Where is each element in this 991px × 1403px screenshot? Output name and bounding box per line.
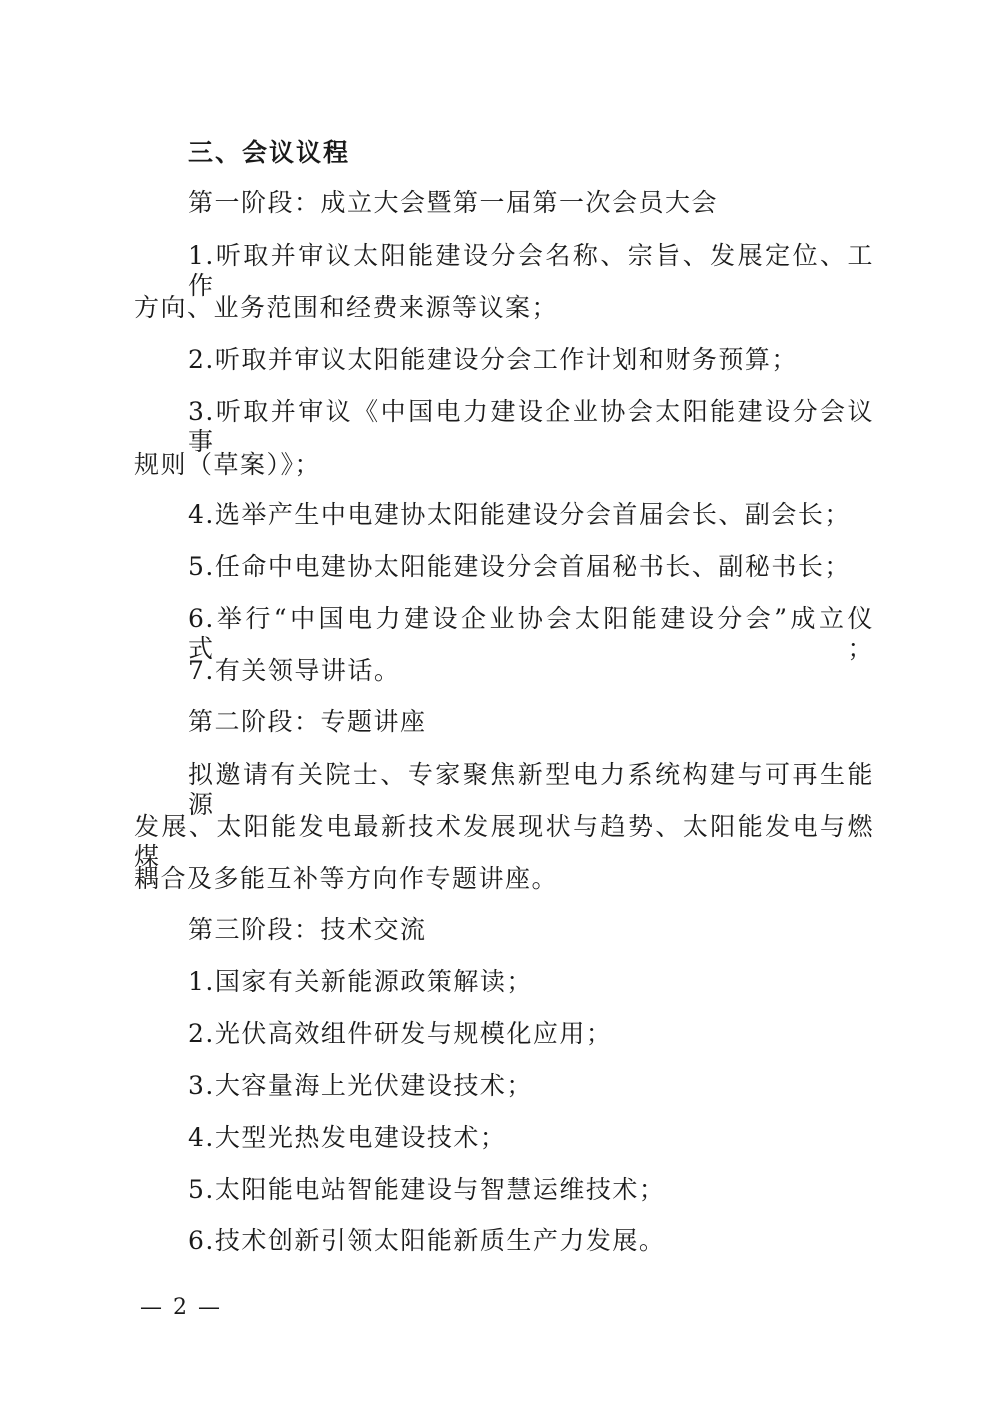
stage2-para-line3: 耦合及多能互补等方向作专题讲座。 [134, 864, 559, 893]
stage1-item3-line2: 规则（草案）》； [134, 450, 322, 479]
stage1-item6: 6.举行“中国电力建设企业协会太阳能建设分会”成立仪式； [188, 604, 874, 663]
stage1-item2: 2.听取并审议太阳能建设分会工作计划和财务预算； [188, 345, 798, 374]
stage1-item5: 5.任命中电建协太阳能建设分会首届秘书长、副秘书长； [188, 552, 851, 581]
stage1-item7: 7.有关领导讲话。 [188, 656, 401, 685]
stage3-item2: 2.光伏高效组件研发与规模化应用； [188, 1019, 613, 1048]
stage3-item3: 3.大容量海上光伏建设技术； [188, 1071, 533, 1100]
stage3-item1: 1.国家有关新能源政策解读； [188, 967, 533, 996]
stage1-item3-line1: 3.听取并审议《中国电力建设企业协会太阳能建设分会议事 [188, 397, 874, 456]
stage3-item5: 5.太阳能电站智能建设与智慧运维技术； [188, 1175, 666, 1204]
page-number: — 2 — [140, 1295, 222, 1320]
stage2-title: 第二阶段：专题讲座 [188, 707, 427, 736]
stage1-title: 第一阶段：成立大会暨第一届第一次会员大会 [188, 188, 719, 217]
stage1-item4: 4.选举产生中电建协太阳能建设分会首届会长、副会长； [188, 500, 851, 529]
section-title: 三、会议议程 [188, 138, 351, 167]
stage3-item6: 6.技术创新引领太阳能新质生产力发展。 [188, 1226, 666, 1255]
stage3-item4: 4.大型光热发电建设技术； [188, 1123, 507, 1152]
stage1-item1-line2: 方向、业务范围和经费来源等议案； [134, 293, 559, 322]
stage3-title: 第三阶段：技术交流 [188, 915, 427, 944]
stage2-para-line2: 发展、太阳能发电最新技术发展现状与趋势、太阳能发电与燃煤 [134, 812, 874, 871]
stage2-para-line1: 拟邀请有关院士、专家聚焦新型电力系统构建与可再生能源 [188, 760, 874, 819]
stage1-item1-line1: 1.听取并审议太阳能建设分会名称、宗旨、发展定位、工作 [188, 241, 874, 300]
